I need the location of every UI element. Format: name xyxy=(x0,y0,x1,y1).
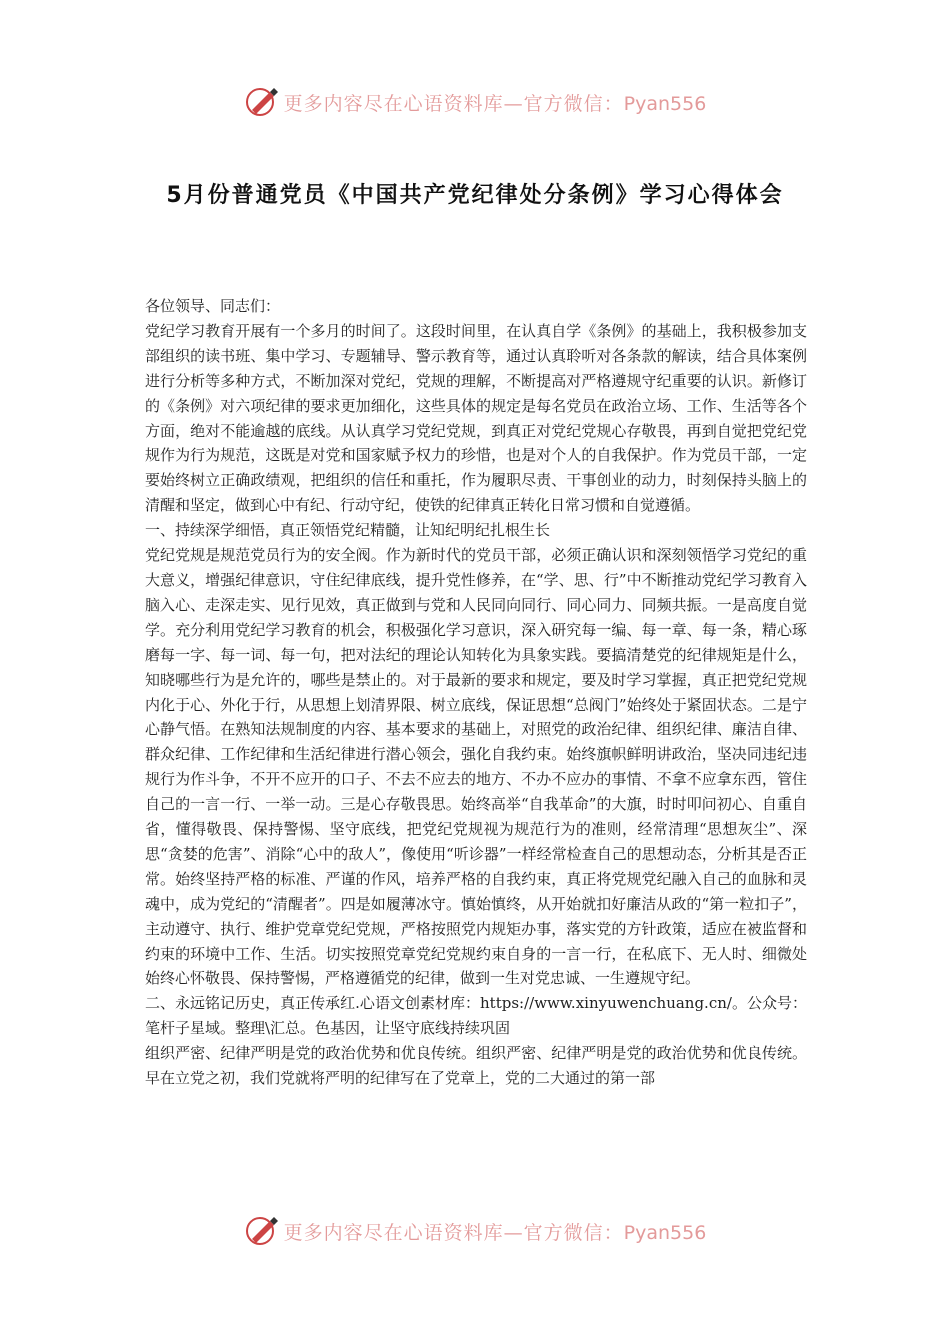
section-heading-1: 一、持续深学细悟，真正领悟党纪精髓，让知纪明纪扎根生长 xyxy=(145,521,551,540)
footer-watermark-text: 更多内容尽在心语资料库—官方微信：Pyan556 xyxy=(283,1221,707,1244)
document-body xyxy=(145,294,807,1091)
paragraph-intro: 党纪学习教育开展有一个多月的时间了。这段时间里，在认真自学《条例》的基础上，我积极参加支部组织的读书班、集中学习、专题辅导、警示教育等，通过认真聆听对各条款的解读，结合具体案例进行分析等多种方式，不断加深对党纪，党规的理解，不断提高对严格遵规守纪重要的认识。新修订的《条例》对六项纪律的要求更加细化，这些具体的规定是每名党员在政治立场、工作、生活等各个方面，绝对不能逾越的底线。从认真学习党纪党规，到真正对党纪党规心存敬畏，再到自觉把党纪党规作为行为规范，这既是对党和国家赋予权力的珍惜，也是对个人的自我保护。作为党员干部，一定要始终树立正确政绩观，把组织的信任和重托，作为履职尽责、干事创业的动力，时刻保持头脑上的清醒和坚定，做到心中有纪、行动守纪，使铁的纪律真正转化日常习惯和自觉遵循。 xyxy=(145,321,807,515)
salutation: 各位领导、同志们： xyxy=(145,297,281,315)
pen-logo-icon xyxy=(244,1213,280,1249)
footer-watermark xyxy=(0,1209,950,1253)
pen-logo-icon xyxy=(244,84,280,120)
paragraph-section-2: 组织严密、纪律严明是党的政治优势和优良传统。组织严密、纪律严明是党的政治优势和优良传统。早在立党之初，我们党就将严明的纪律写在了党章上，党的二大通过的第一部 xyxy=(145,1044,807,1088)
header-watermark xyxy=(0,80,950,124)
document-title: 5月份普通党员《中国共产党纪律处分条例》学习心得体会 xyxy=(166,183,784,208)
section-heading-2: 二、永远铭记历史，真正传承红.心语文创素材库：https://www.xinyuwenchuang.cn/。公众号：笔杆子星域。整理\汇总。色基因，让坚守底线持续巩固 xyxy=(145,994,807,1038)
header-watermark-text: 更多内容尽在心语资料库—官方微信：Pyan556 xyxy=(283,92,707,115)
paragraph-section-1: 党纪党规是规范党员行为的安全阀。作为新时代的党员干部，必须正确认识和深刻领悟学习党纪的重大意义，增强纪律意识，守住纪律底线，提升党性修养，在“学、思、行”中不断推动党纪学习教育入脑入心、走深走实、见行见效，真正做到与党和人民同向同行、同心同力、同频共振。一是高度自觉学。充分利用党纪学习教育的机会，积极强化学习意识，深入研究每一编、每一章、每一条，精心琢磨每一字、每一词、每一句，把对法纪的理论认知转化为具象实践。要搞清楚党的纪律规矩是什么，知晓哪些行为是允许的，哪些是禁止的。对于最新的要求和规定，要及时学习掌握，真正把党纪党规内化于心、外化于行，从思想上划清界限、树立底线，保证思想“总阀门”始终处于紧固状态。二是宁心静气悟。在熟知法规制度的内容、基本要求的基础上，对照党的政治纪律、组织纪律、廉洁自律、群众纪律、工作纪律和生活纪律进行潜心领会，强化自我约束。始终旗帜鲜明讲政治，坚决同违纪违规行为作斗争，不开不应开的口子、不去不应去的地方、不办不应办的事情、不拿不应拿东西，管住自己的一言一行、一举一动。三是心存敬畏思。始终高举“自我革命”的大旗，时时叩问初心、自重自省，懂得敬畏、保持警惕、坚守底线，把党纪党规视为规范行为的准则，经常清理“思想灰尘”、深思“贪婪的危害”、消除“心中的敌人”，像使用“听诊器”一样经常检查自己的思想动态，分析其是否正常。始终坚持严格的标准、严谨的作风，培养严格的自我约束，真正将党规党纪融入自己的血脉和灵魂中，成为党纪的“清醒者”。四是如履薄冰守。慎始慎终，从开始就扣好廉洁从政的“第一粒扣子”，主动遵守、执行、维护党章党纪党规，严格按照党内规矩办事，落实党的方针政策，适应在被监督和约束的环境中工作、生活。切实按照党章党纪党规约束自身的一言一行，在私底下、无人时、细微处始终心怀敬畏、保持警惕，严格遵循党的纪律，做到一生对党忠诚、一生遵规守纪。 xyxy=(145,546,807,988)
